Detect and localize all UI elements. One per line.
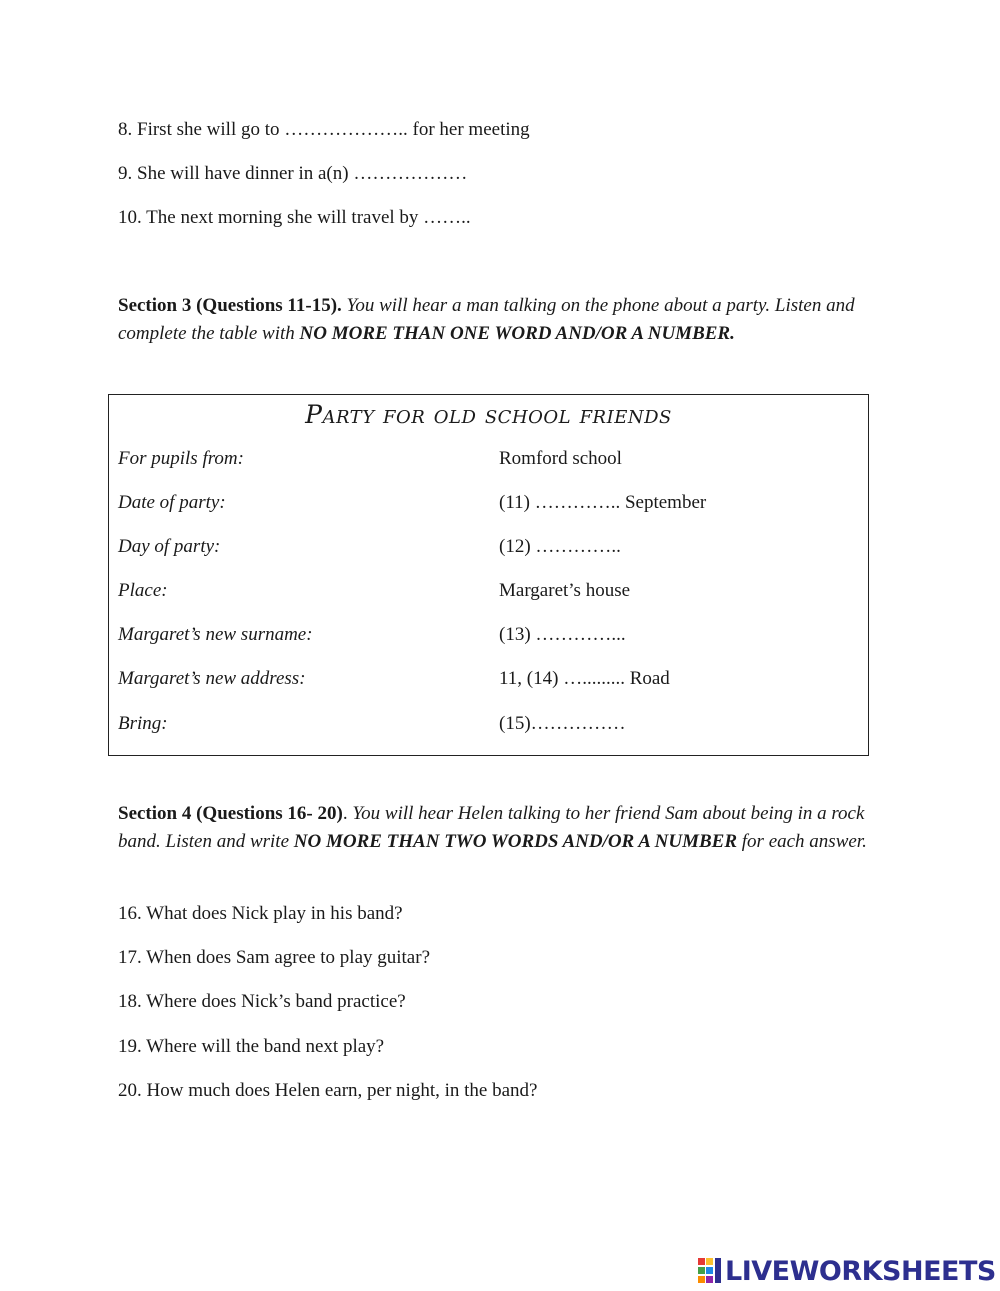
party-table (108, 394, 869, 756)
table-row (109, 490, 868, 516)
question-17: 17. When does Sam agree to play guitar? (118, 947, 430, 968)
section-3-instructions (118, 292, 888, 348)
section-4-emphasis: NO MORE THAN TWO WORDS AND/OR A NUMBER (293, 831, 738, 852)
liveworksheets-logo-icon (698, 1258, 722, 1284)
row-label: Place: (118, 580, 168, 601)
liveworksheets-logo[interactable] (698, 1256, 996, 1286)
table-row (109, 578, 868, 604)
row-label: Margaret’s new surname: (118, 624, 313, 645)
table-row (109, 711, 868, 737)
table-title: Party for old school friends (305, 400, 672, 429)
row-value: (11) ………….. September (499, 492, 707, 513)
row-value: (15)…………… (499, 713, 626, 734)
section-4-tail: for each answer. (737, 831, 867, 852)
table-row (109, 534, 868, 560)
row-label: Bring: (118, 713, 168, 734)
table-row (109, 622, 868, 648)
question-20: 20. How much does Helen earn, per night, in the band? (118, 1080, 538, 1101)
table-row (109, 666, 868, 692)
table-row (109, 446, 868, 472)
logo-text: LIVEWORKSHEETS (725, 1255, 996, 1287)
row-value: Romford school (499, 448, 622, 469)
row-value: Margaret’s house (499, 580, 631, 601)
question-8: 8. First she will go to ……………….. for her meeting (118, 119, 530, 140)
question-10: 10. The next morning she will travel by …….. (118, 207, 471, 228)
section-3-instruction-text: You will hear a man talking on the phone about a party. Listen and complete the table with (118, 295, 855, 344)
section-3-emphasis: NO MORE THAN ONE WORD AND/OR A NUMBER. (299, 323, 735, 344)
section-4-instructions (118, 800, 888, 856)
question-18: 18. Where does Nick’s band practice? (118, 991, 406, 1012)
row-value: (13) …………... (499, 624, 626, 645)
row-label: Date of party: (118, 492, 226, 513)
section-4-heading: Section 4 (Questions 16- 20) (118, 803, 343, 824)
row-value: (12) ………….. (499, 536, 621, 557)
section-4-period: . (342, 803, 348, 824)
section-4-instruction-text: You will hear Helen talking to her friend Sam about being in a rock band. Listen and write (118, 803, 865, 852)
row-label: Day of party: (118, 536, 221, 557)
section-3-heading: Section 3 (Questions 11-15). (118, 295, 342, 316)
row-value: 11, (14) …......... Road (499, 668, 670, 689)
question-9: 9. She will have dinner in a(n) ……………… (118, 163, 468, 184)
row-label: Margaret’s new address: (118, 668, 306, 689)
question-19: 19. Where will the band next play? (118, 1036, 385, 1057)
row-label: For pupils from: (118, 448, 244, 469)
question-16: 16. What does Nick play in his band? (118, 903, 403, 924)
